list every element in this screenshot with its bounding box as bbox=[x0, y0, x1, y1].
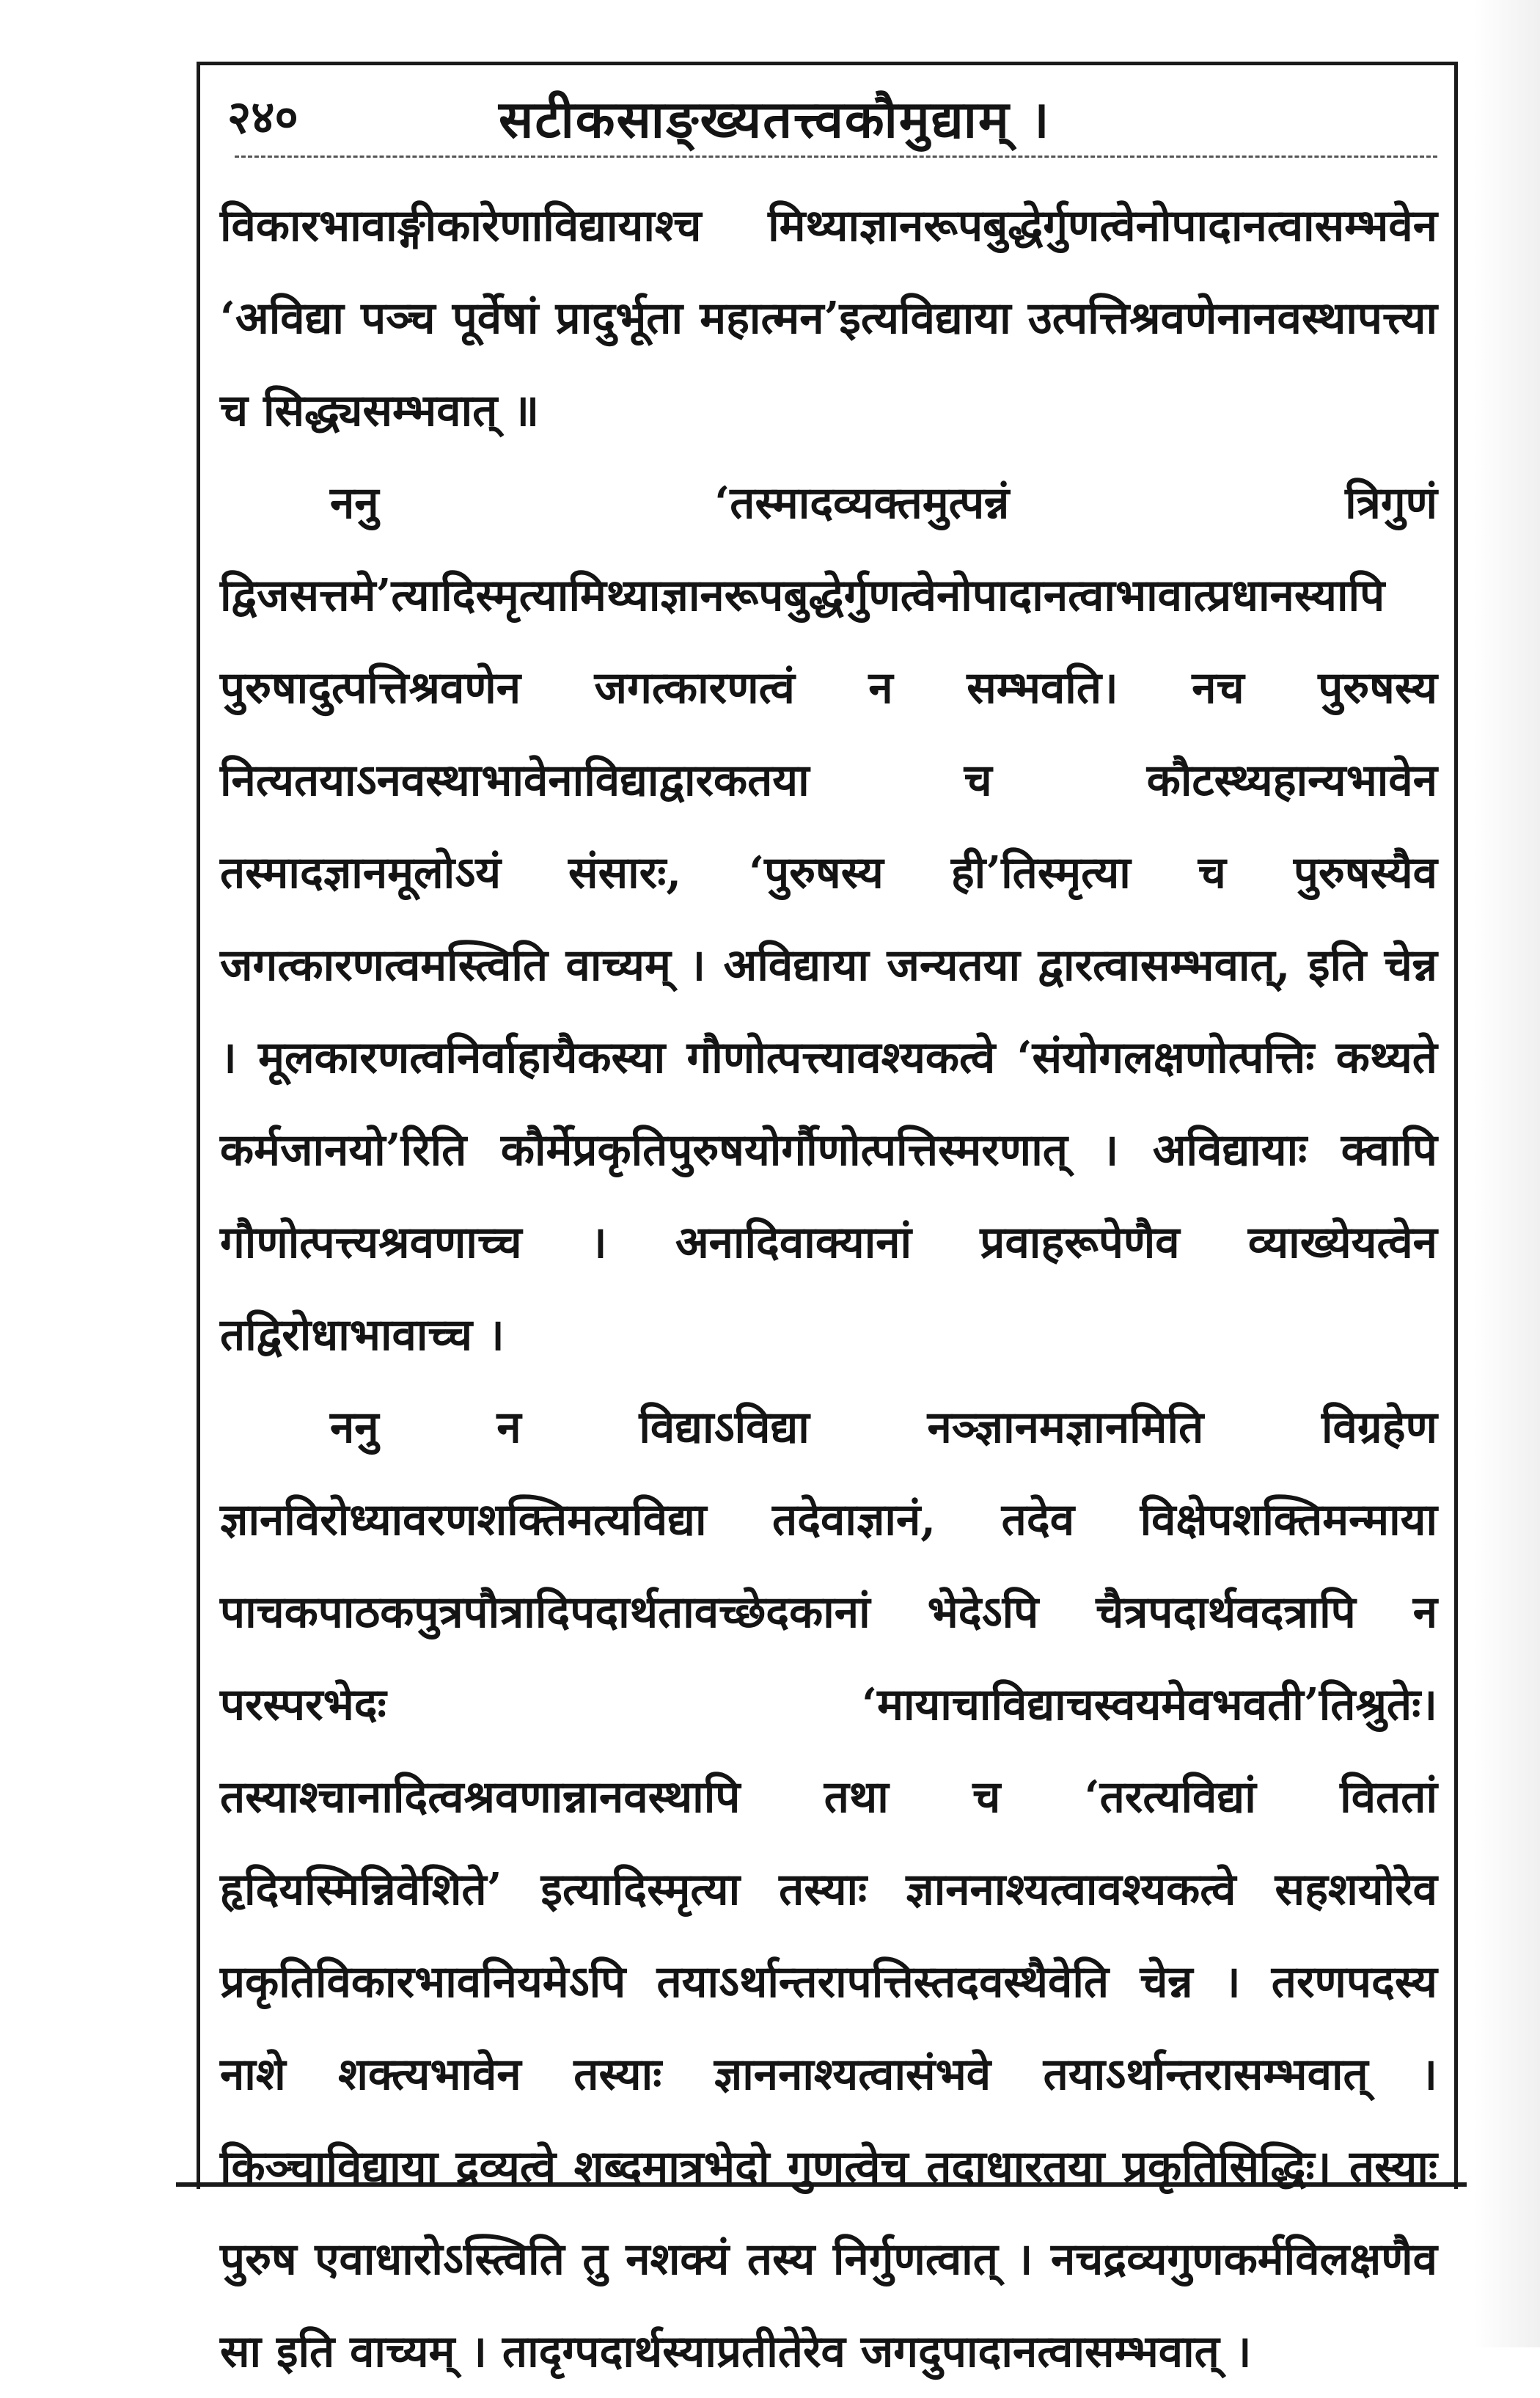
body-text bbox=[220, 180, 1437, 2377]
paragraph-3: ननु न विद्याऽविद्या नञ्ज्ञानमज्ञानमिति विग्रहेण ज्ञानविरोध्यावरणशक्तिमत्यविद्या तदेवाज्ञानं, तदेव विक्षेपशक्तिमन्माया पाचकपाठकपुत्रपौत्रादिपदार्थतावच्छेदकानां भेदेऽपि चैत्रपदार्थवदत्रापि न परस्परभेदः ‘मायाचाविद्याचस्वयमेवभवती’तिश्रुतेः। तस्याश्चानादित्वश्रवणान्नानवस्थापि तथा च ‘तरत्यविद्यां विततां हृदियस्मिन्निवेशिते’ इत्यादिस्मृत्या तस्याः ज्ञाननाश्यत्वावश्यकत्वे सहशयोरेव प्रकृतिविकारभावनियमेऽपि तयाऽर्थान्तरापत्तिस्तदवस्थैवेति चेन्न । तरणपदस्य नाशे शक्त्यभावेन तस्याः ज्ञाननाश्यत्वासंभवे तयाऽर्थान्तरासम्भवात् । किञ्चाविद्याया द्रव्यत्वे शब्दमात्रभेदो गुणत्वेच तदाधारतया प्रकृतिसिद्धिः। तस्याः पुरुष एवाधारोऽस्त्विति तु नशक्यं तस्य निर्गुणत्वात् । नचद्रव्यगुणकर्मविलक्षणैव सा इति वाच्यम् । तादृग्पदार्थस्याप्रतीतेरेव जगदुपादानत्वासम्भवात् । bbox=[220, 1402, 1437, 2377]
page-edge-shadow bbox=[1474, 0, 1540, 2347]
paragraph-2: ननु ‘तस्मादव्यक्तमुत्पन्नं त्रिगुणं द्विजसत्तमे’त्यादिस्मृत्यामिथ्याज्ञानरूपबुद्धेर्गुणत्वेनोपादानत्वाभावात्प्रधानस्यापि पुरुषादुत्पत्तिश्रवणेन जगत्कारणत्वं न सम्भवति। नच पुरुषस्य नित्यतयाऽनवस्थाभावेनाविद्याद्वारकतया च कौटस्थ्यहान्यभावेन तस्मादज्ञानमूलोऽयं संसारः, ‘पुरुषस्य ही’तिस्मृत्या च पुरुषस्यैव जगत्कारणत्वमस्त्विति वाच्यम् । अविद्याया जन्यतया द्वारत्वासम्भवात्, इति चेन्न । मूलकारणत्वनिर्वाहायैकस्या गौणोत्पत्त्यावश्यकत्वे ‘संयोगलक्षणोत्पत्तिः कथ्यते कर्मजानयो’रिति कौर्मेप्रकृतिपुरुषयोर्गौणोत्पत्तिस्मरणात् । अविद्यायाः क्वापि गौणोत्पत्त्यश्रवणाच्च । अनादिवाक्यानां प्रवाहरूपेणैव व्याख्येयत्वेन तद्विरोधाभावाच्च । bbox=[220, 478, 1437, 1361]
header-divider bbox=[235, 156, 1437, 158]
page-number: २४० bbox=[227, 90, 298, 144]
page-header bbox=[220, 73, 1437, 154]
running-title: सटीकसाङ्ख्यतत्त्वकौमुद्याम् । bbox=[499, 89, 1051, 150]
paragraph-1: विकारभावाङ्गीकारेणाविद्यायाश्च मिथ्याज्ञानरूपबुद्धेर्गुणत्वेनोपादानत्वासम्भवेन ‘अविद्या पञ्च पूर्वेषां प्रादुर्भूता महात्मन’इत्यविद्याया उत्पत्तिश्रवणेनानवस्थापत्त्या च सिद्ध्यसम्भवात् ॥ bbox=[220, 200, 1437, 436]
